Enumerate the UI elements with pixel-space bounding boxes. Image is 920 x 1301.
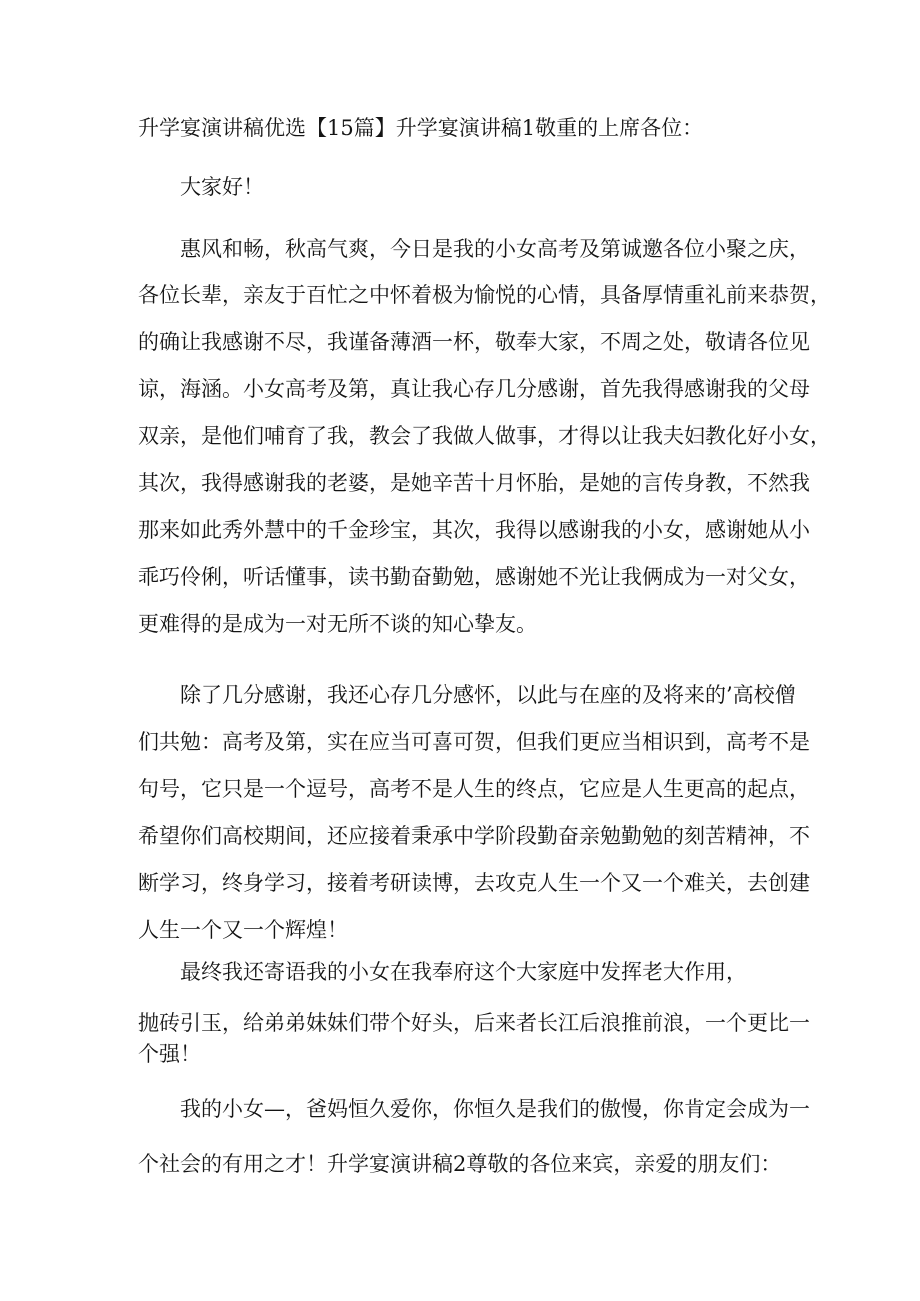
paragraph2-line-5: 断学习，终身学习，接着考研读博，去攻克人生一个又一个难关，去创建 <box>138 871 810 895</box>
paragraph1-line-5: 双亲，是他们哺育了我，教会了我做人做事，才得以让我夫妇教化好小女， <box>138 424 831 448</box>
paragraph1-line-9: 更难得的是成为一对无所不谈的知心挚友。 <box>138 612 537 636</box>
paragraph1-line-7: 那来如此秀外慧中的千金珍宝，其次，我得以感谢我的小女，感谢她从小 <box>138 518 810 542</box>
heading-text: 升学宴演讲稿优选【15篇】升学宴演讲稿1敬重的上席各位： <box>138 116 704 140</box>
paragraph2-line-3: 句号，它只是一个逗号，高考不是人生的终点，它应是人生更高的起点， <box>138 777 810 801</box>
greeting-text: 大家好！ <box>180 175 264 199</box>
paragraph1-line-2: 各位长辈，亲友于百忙之中怀着极为愉悦的心情，具备厚情重礼前来恭贺， <box>138 283 831 307</box>
paragraph3-line-2: 抛砖引玉，给弟弟妹妹们带个好头，后来者长江后浪推前浪，一个更比一 <box>138 1011 810 1035</box>
paragraph4-line-2: 个社会的有用之才！升学宴演讲稿2尊敬的各位来宾，亲爱的朋友们： <box>138 1152 782 1176</box>
paragraph2-line-4: 希望你们高校期间，还应接着秉承中学阶段勤奋亲勉勤勉的刻苦精神，不 <box>138 824 810 848</box>
paragraph1-line-3: 的确让我感谢不尽，我谨备薄酒一杯，敬奉大家，不周之处，敬请各位见 <box>138 330 810 354</box>
paragraph3-line-3: 个强！ <box>138 1042 201 1066</box>
paragraph4-line-1: 我的小女—，爸妈恒久爱你，你恒久是我们的傲慢，你肯定会成为一 <box>180 1097 810 1121</box>
paragraph1-line-4: 谅，海涵。小女高考及第，真让我心存几分感谢，首先我得感谢我的父母 <box>138 377 810 401</box>
paragraph1-line-1: 惠风和畅，秋高气爽，今日是我的小女高考及第诚邀各位小聚之庆， <box>180 237 810 261</box>
paragraph3-line-1: 最终我还寄语我的小女在我奉府这个大家庭中发挥老大作用， <box>180 960 747 984</box>
paragraph1-line-6: 其次，我得感谢我的老婆，是她辛苦十月怀胎，是她的言传身教，不然我 <box>138 471 810 495</box>
paragraph2-line-6: 人生一个又一个辉煌！ <box>138 918 348 942</box>
paragraph2-line-1: 除了几分感谢，我还心存几分感怀，以此与在座的及将来的’高校僧 <box>180 683 796 707</box>
paragraph2-line-2: 们共勉：高考及第，实在应当可喜可贺，但我们更应当相识到，高考不是 <box>138 730 810 754</box>
paragraph1-line-8: 乖巧伶俐，听话懂事，读书勤奋勤勉，感谢她不光让我俩成为一对父女， <box>138 565 810 589</box>
